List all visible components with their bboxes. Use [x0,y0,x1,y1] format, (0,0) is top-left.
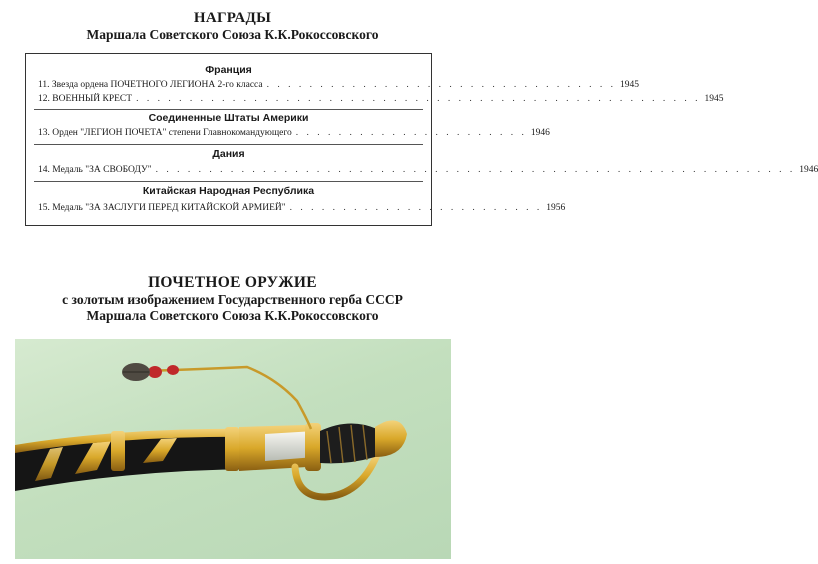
award-row [38,79,639,91]
award-name: 15. Медаль "ЗА ЗАСЛУГИ ПЕРЕД КИТАЙСКОЙ АРМИЕЙ" [38,203,286,213]
divider [34,109,423,110]
award-name: 11. Звезда ордена ПОЧЕТНОГО ЛЕГИОНА 2-го класса [38,80,263,90]
saber-illustration [15,339,451,559]
award-row [38,127,550,139]
award-year: 1945 [704,94,724,104]
saber-photo [15,339,451,559]
section-country-france: Франция [205,64,252,76]
weapon-title: ПОЧЕТНОЕ ОРУЖИЕ [148,274,317,291]
page-title: НАГРАДЫ [193,10,272,26]
leader-dots: . . . . . . . . . . . . . . . . . . . . . . . . . . . . . . . . . [266,80,616,90]
award-year: 1956 [546,203,566,213]
leader-dots: . . . . . . . . . . . . . . . . . . . . . . . . [289,203,543,213]
award-row [38,202,566,214]
section-country-usa: Соединенные Штаты Америки [148,112,309,124]
page-subtitle: Маршала Советского Союза К.К.Рокоссовского [86,27,379,42]
leader-dots: . . . . . . . . . . . . . . . . . . . . . . . . . . . . . . . . . . . . . . . . . . . . . . . . . . . . . [136,94,701,104]
weapon-subtitle-line2: Маршала Советского Союза К.К.Рокоссовского [86,308,379,323]
award-name: 14. Медаль "ЗА СВОБОДУ" [38,165,152,175]
weapon-subtitle-line1: с золотым изображением Государственного герба СССР [62,292,403,307]
award-row [38,93,724,105]
divider [34,144,423,145]
award-name: 12. ВОЕННЫЙ КРЕСТ [38,94,133,104]
award-year: 1946 [530,128,550,138]
award-row [38,164,818,176]
award-name: 13. Орден "ЛЕГИОН ПОЧЕТА" степени Главнокомандующего [38,128,292,138]
leader-dots: . . . . . . . . . . . . . . . . . . . . . . . . . . . . . . . . . . . . . . . . . . . . . . . . . . . . . . . . . . . . [155,165,796,175]
section-country-china: Китайская Народная Республика [142,185,315,197]
leader-dots: . . . . . . . . . . . . . . . . . . . . . . [295,128,527,138]
awards-table [25,53,818,226]
divider [34,181,423,182]
award-year: 1945 [619,80,639,90]
award-year: 1946 [799,165,818,175]
section-country-denmark: Дания [212,148,245,160]
